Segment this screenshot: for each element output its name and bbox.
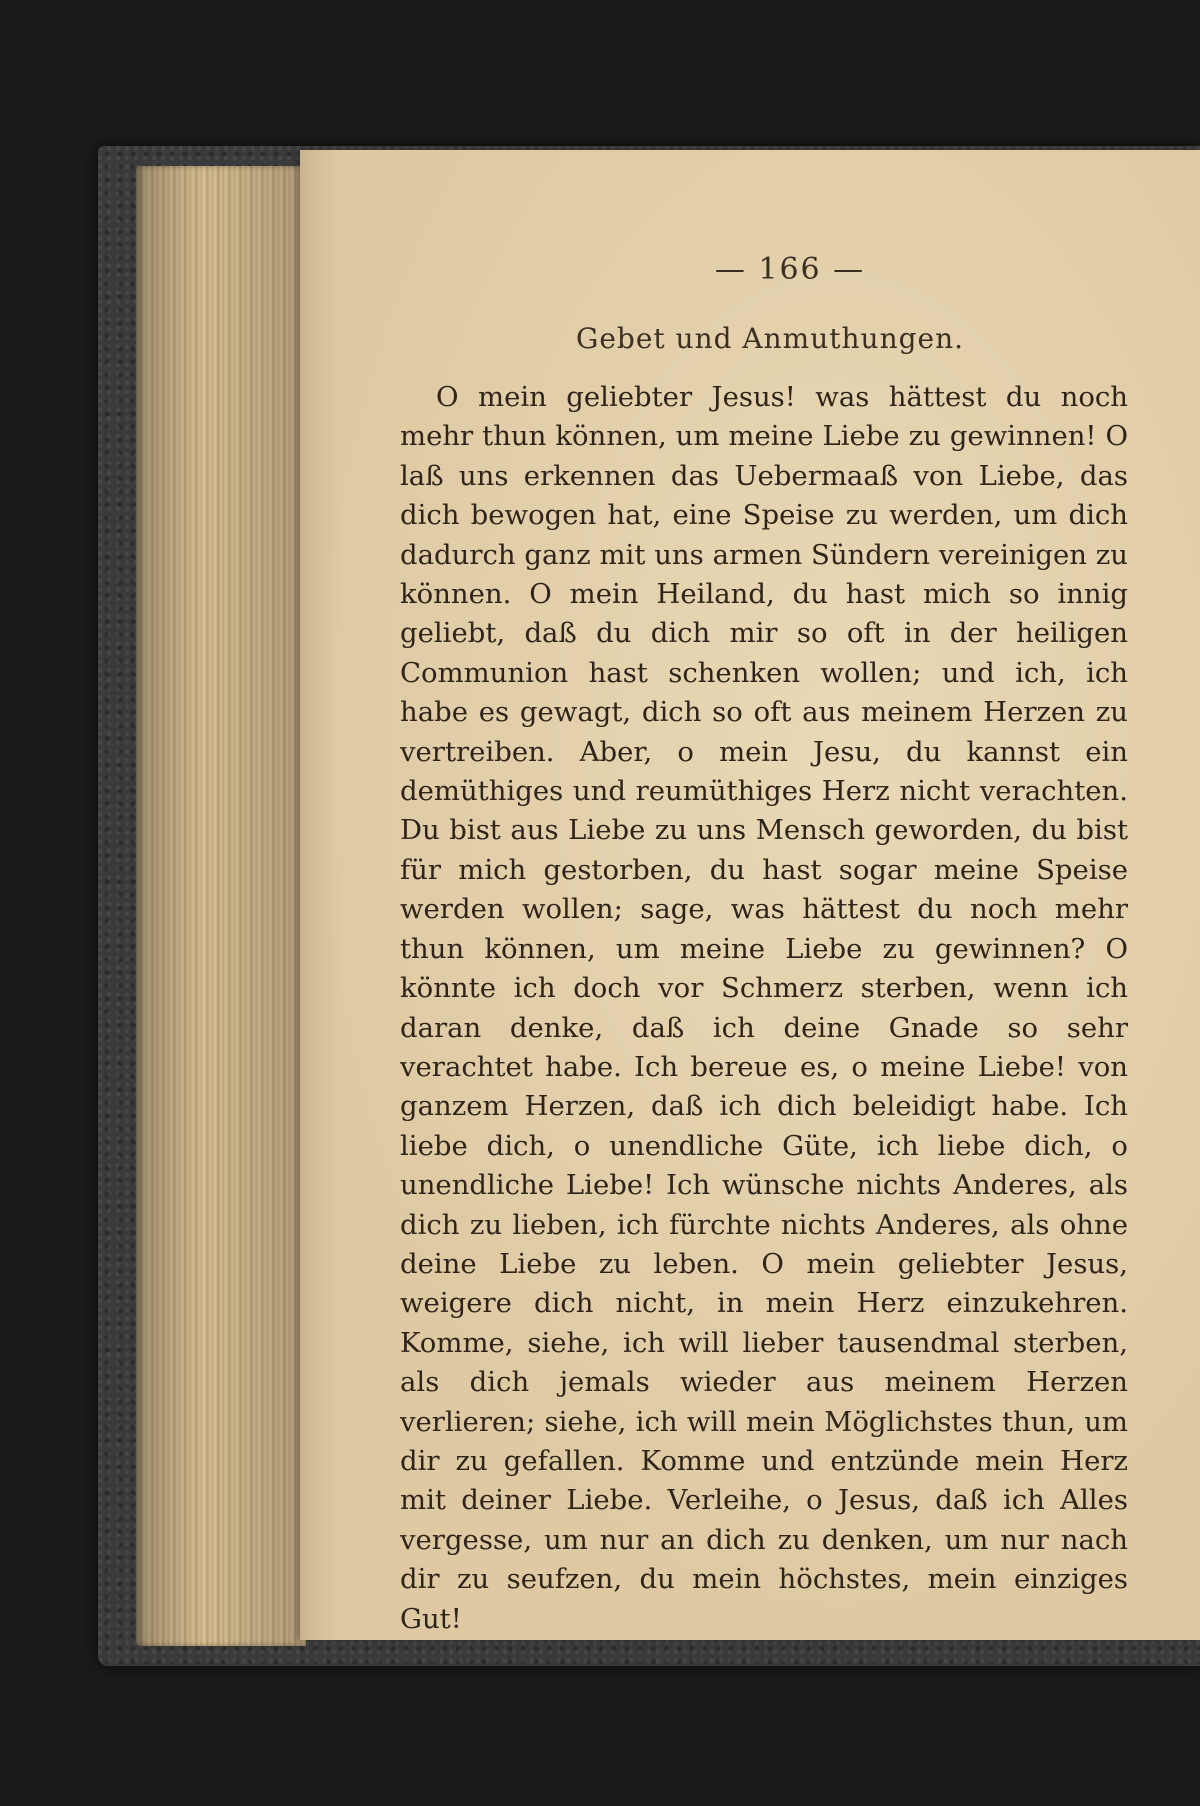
body-paragraph: O mein geliebter Jesus! was hättest du noch mehr thun können, um meine Liebe zu gewinnen! O laß uns erkennen das Uebermaaß von Liebe, das dich bewogen hat, eine Speise zu werden, um dich dadurch ganz mit uns armen Sündern vereinigen zu können. O mein Heiland, du hast mich so innig geliebt, daß du dich mir so oft in der heiligen Communion hast schenken wollen; und ich, ich habe es gewagt, dich so oft aus meinem Herzen zu vertreiben. Aber, o mein Jesu, du kannst ein demüthiges und reumüthiges Herz nicht verachten. Du bist aus Liebe zu uns Mensch geworden, du bist für mich gestorben, du hast sogar meine Speise werden wollen; sage, was hättest du noch mehr thun können, um meine Liebe zu gewinnen? O könnte ich doch vor Schmerz sterben, wenn ich daran denke, daß ich deine Gnade so sehr verachtet habe. Ich bereue es, o meine Liebe! von ganzem Herzen, daß ich dich beleidigt habe. Ich liebe dich, o unendliche Güte, ich liebe dich, o unendliche Liebe! Ich wünsche nichts Anderes, als dich zu lieben, ich fürchte nichts Anderes, als ohne deine Liebe zu leben. O mein geliebter Jesus, weigere dich nicht, in mein Herz einzukehren. Komme, siehe, ich will lieber tausendmal sterben, als dich jemals wieder aus meinem Herzen verlieren; siehe, ich will mein Möglichstes thun, um dir zu gefallen. Komme und entzünde mein Herz mit deiner Liebe. Verleihe, o Jesus, daß ich Alles vergesse, um nur an dich zu denken, um nur nach dir zu seufzen, du mein höchstes, mein einziges Gut! — [400, 381, 1128, 1635]
book-page — [300, 150, 1200, 1640]
section-title: Gebet und Anmuthungen. — [575, 322, 965, 355]
page-number: — 166 — — [714, 252, 866, 287]
page-edges-shadow — [136, 166, 306, 1646]
